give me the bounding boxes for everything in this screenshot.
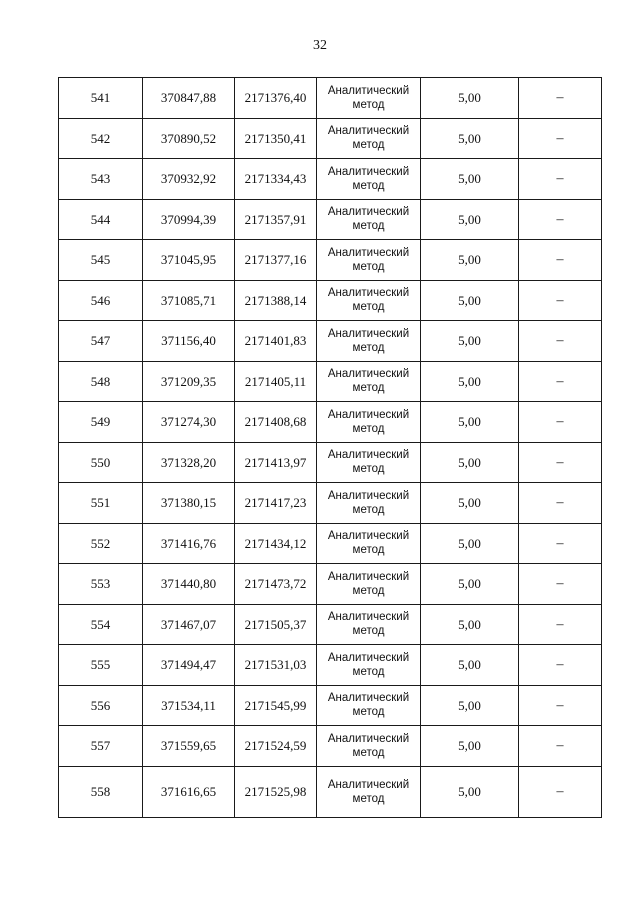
error-cell: 5,00: [421, 159, 519, 200]
point-number-cell: 558: [59, 766, 143, 817]
table-row: [59, 361, 602, 402]
x-coordinate-cell: 371616,65: [143, 766, 235, 817]
point-number-cell: 555: [59, 645, 143, 686]
y-coordinate-cell: 2171405,11: [235, 361, 317, 402]
point-number-cell: 547: [59, 321, 143, 362]
note-cell: –: [519, 321, 602, 362]
y-coordinate-cell: 2171525,98: [235, 766, 317, 817]
y-coordinate-cell: 2171545,99: [235, 685, 317, 726]
point-number-cell: 556: [59, 685, 143, 726]
table-row: [59, 118, 602, 159]
note-cell: –: [519, 685, 602, 726]
method-cell: Аналитический метод: [317, 523, 421, 564]
y-coordinate-cell: 2171505,37: [235, 604, 317, 645]
error-cell: 5,00: [421, 118, 519, 159]
y-coordinate-cell: 2171473,72: [235, 564, 317, 605]
error-cell: 5,00: [421, 280, 519, 321]
error-cell: 5,00: [421, 240, 519, 281]
table-row: [59, 442, 602, 483]
method-cell: Аналитический метод: [317, 483, 421, 524]
y-coordinate-cell: 2171388,14: [235, 280, 317, 321]
method-cell: Аналитический метод: [317, 361, 421, 402]
x-coordinate-cell: 371274,30: [143, 402, 235, 443]
y-coordinate-cell: 2171408,68: [235, 402, 317, 443]
x-coordinate-cell: 371559,65: [143, 726, 235, 767]
table-row: [59, 280, 602, 321]
note-cell: –: [519, 645, 602, 686]
error-cell: 5,00: [421, 523, 519, 564]
y-coordinate-cell: 2171524,59: [235, 726, 317, 767]
method-cell: Аналитический метод: [317, 402, 421, 443]
method-cell: Аналитический метод: [317, 564, 421, 605]
error-cell: 5,00: [421, 321, 519, 362]
x-coordinate-cell: 371534,11: [143, 685, 235, 726]
error-cell: 5,00: [421, 442, 519, 483]
x-coordinate-cell: 371085,71: [143, 280, 235, 321]
method-cell: Аналитический метод: [317, 159, 421, 200]
error-cell: 5,00: [421, 564, 519, 605]
y-coordinate-cell: 2171350,41: [235, 118, 317, 159]
method-cell: Аналитический метод: [317, 726, 421, 767]
note-cell: –: [519, 240, 602, 281]
x-coordinate-cell: 371467,07: [143, 604, 235, 645]
x-coordinate-cell: 370847,88: [143, 78, 235, 119]
y-coordinate-cell: 2171434,12: [235, 523, 317, 564]
error-cell: 5,00: [421, 604, 519, 645]
method-cell: Аналитический метод: [317, 118, 421, 159]
x-coordinate-cell: 371156,40: [143, 321, 235, 362]
point-number-cell: 545: [59, 240, 143, 281]
point-number-cell: 541: [59, 78, 143, 119]
table-row: [59, 402, 602, 443]
error-cell: 5,00: [421, 199, 519, 240]
table-row: [59, 726, 602, 767]
note-cell: –: [519, 766, 602, 817]
table-row: [59, 766, 602, 817]
note-cell: –: [519, 78, 602, 119]
error-cell: 5,00: [421, 78, 519, 119]
note-cell: –: [519, 726, 602, 767]
x-coordinate-cell: 370890,52: [143, 118, 235, 159]
y-coordinate-cell: 2171376,40: [235, 78, 317, 119]
coordinates-table: [58, 77, 602, 818]
y-coordinate-cell: 2171413,97: [235, 442, 317, 483]
note-cell: –: [519, 199, 602, 240]
table-row: [59, 685, 602, 726]
table-row: [59, 321, 602, 362]
note-cell: –: [519, 483, 602, 524]
point-number-cell: 548: [59, 361, 143, 402]
table-row: [59, 159, 602, 200]
method-cell: Аналитический метод: [317, 604, 421, 645]
error-cell: 5,00: [421, 483, 519, 524]
note-cell: –: [519, 442, 602, 483]
error-cell: 5,00: [421, 402, 519, 443]
x-coordinate-cell: 371045,95: [143, 240, 235, 281]
note-cell: –: [519, 159, 602, 200]
error-cell: 5,00: [421, 766, 519, 817]
point-number-cell: 557: [59, 726, 143, 767]
point-number-cell: 549: [59, 402, 143, 443]
method-cell: Аналитический метод: [317, 645, 421, 686]
y-coordinate-cell: 2171401,83: [235, 321, 317, 362]
x-coordinate-cell: 371328,20: [143, 442, 235, 483]
point-number-cell: 554: [59, 604, 143, 645]
table-row: [59, 78, 602, 119]
method-cell: Аналитический метод: [317, 766, 421, 817]
method-cell: Аналитический метод: [317, 199, 421, 240]
error-cell: 5,00: [421, 361, 519, 402]
x-coordinate-cell: 370932,92: [143, 159, 235, 200]
point-number-cell: 546: [59, 280, 143, 321]
table-row: [59, 564, 602, 605]
x-coordinate-cell: 371440,80: [143, 564, 235, 605]
error-cell: 5,00: [421, 685, 519, 726]
point-number-cell: 552: [59, 523, 143, 564]
error-cell: 5,00: [421, 726, 519, 767]
y-coordinate-cell: 2171377,16: [235, 240, 317, 281]
y-coordinate-cell: 2171531,03: [235, 645, 317, 686]
x-coordinate-cell: 371380,15: [143, 483, 235, 524]
note-cell: –: [519, 118, 602, 159]
point-number-cell: 543: [59, 159, 143, 200]
table-row: [59, 483, 602, 524]
y-coordinate-cell: 2171334,43: [235, 159, 317, 200]
note-cell: –: [519, 564, 602, 605]
x-coordinate-cell: 371494,47: [143, 645, 235, 686]
method-cell: Аналитический метод: [317, 78, 421, 119]
table-row: [59, 645, 602, 686]
method-cell: Аналитический метод: [317, 685, 421, 726]
method-cell: Аналитический метод: [317, 240, 421, 281]
table-row: [59, 523, 602, 564]
note-cell: –: [519, 402, 602, 443]
method-cell: Аналитический метод: [317, 321, 421, 362]
y-coordinate-cell: 2171357,91: [235, 199, 317, 240]
point-number-cell: 542: [59, 118, 143, 159]
note-cell: –: [519, 361, 602, 402]
note-cell: –: [519, 280, 602, 321]
method-cell: Аналитический метод: [317, 442, 421, 483]
x-coordinate-cell: 370994,39: [143, 199, 235, 240]
x-coordinate-cell: 371416,76: [143, 523, 235, 564]
table-row: [59, 199, 602, 240]
x-coordinate-cell: 371209,35: [143, 361, 235, 402]
page-number: 32: [313, 38, 327, 53]
note-cell: –: [519, 604, 602, 645]
error-cell: 5,00: [421, 645, 519, 686]
point-number-cell: 544: [59, 199, 143, 240]
point-number-cell: 550: [59, 442, 143, 483]
coordinates-table-body: [59, 78, 602, 818]
table-row: [59, 240, 602, 281]
y-coordinate-cell: 2171417,23: [235, 483, 317, 524]
point-number-cell: 553: [59, 564, 143, 605]
table-row: [59, 604, 602, 645]
method-cell: Аналитический метод: [317, 280, 421, 321]
note-cell: –: [519, 523, 602, 564]
point-number-cell: 551: [59, 483, 143, 524]
